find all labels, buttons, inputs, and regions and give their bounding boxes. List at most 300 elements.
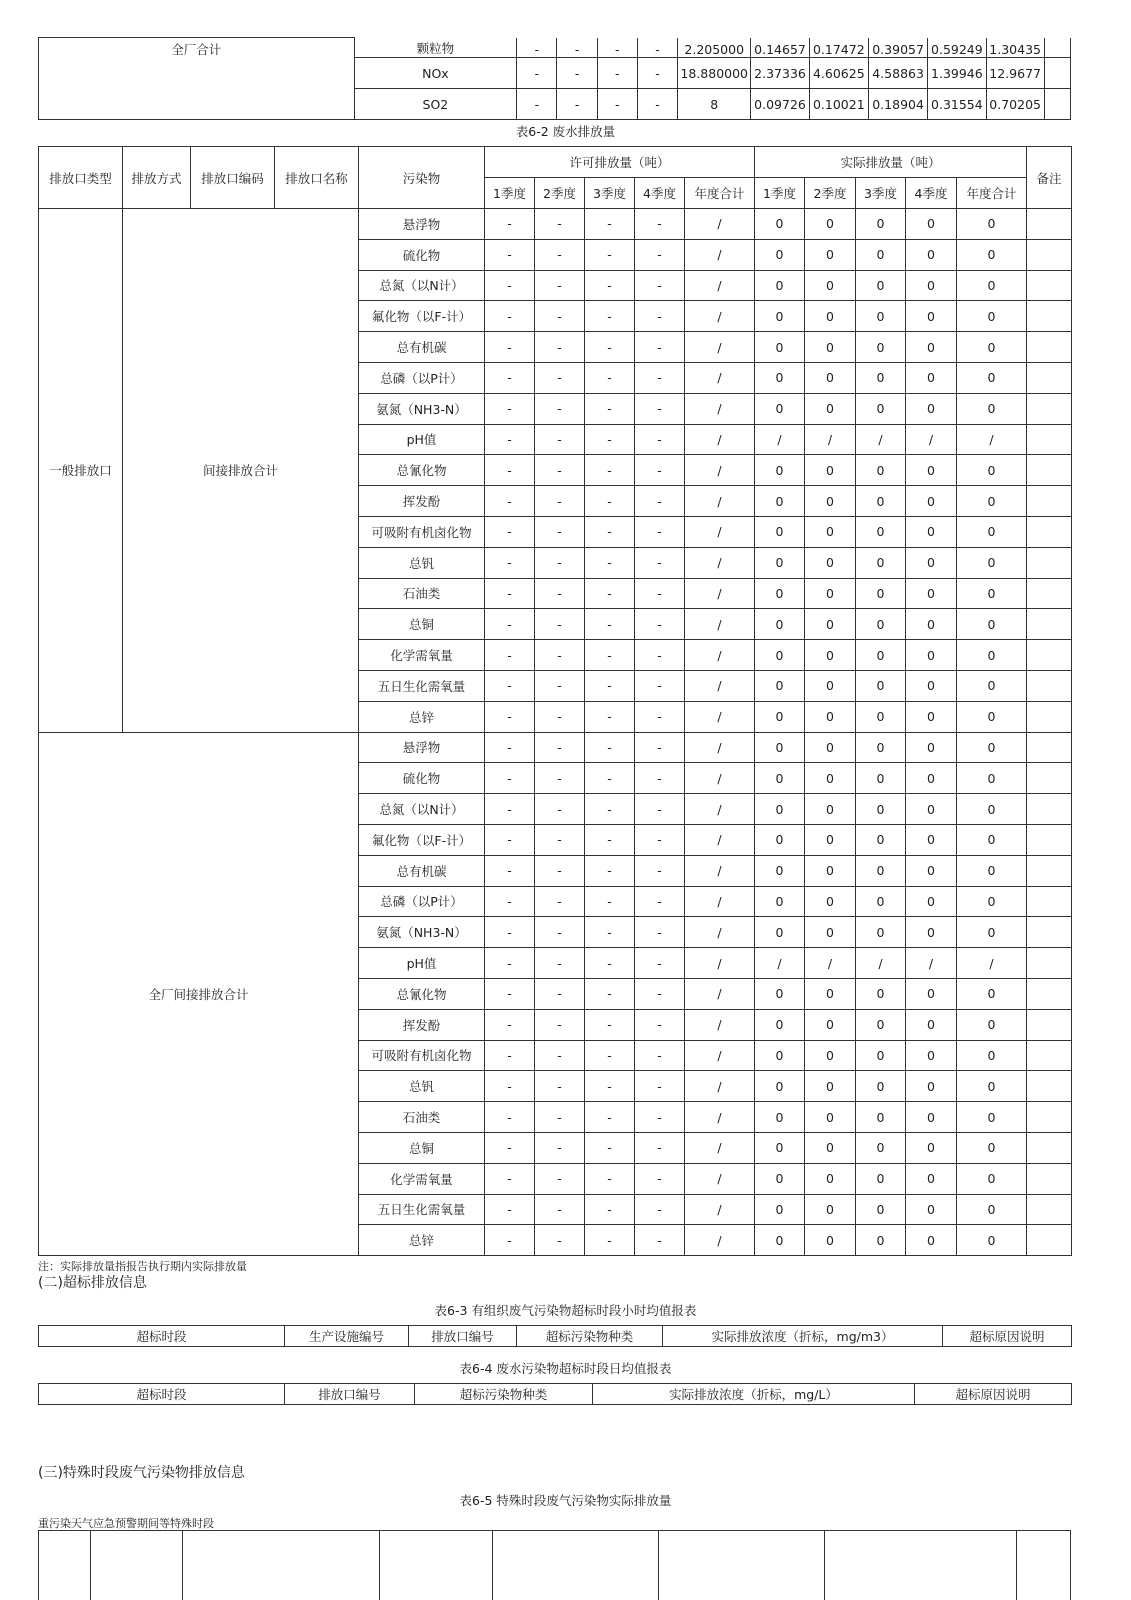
table-cell: - [557,89,597,120]
permit-cell: - [485,1225,535,1256]
remark-cell [1027,301,1072,332]
permit-cell: / [685,640,755,671]
remark-cell [1027,1040,1072,1071]
actual-cell: / [856,424,906,455]
actual-cell: 0 [805,1132,856,1163]
permit-cell: - [485,209,535,240]
pollutant-cell: 总钒 [359,1071,485,1102]
header-actual-q4: 4季度 [906,178,957,209]
actual-cell: 0 [755,516,805,547]
remark-cell [1027,640,1072,671]
table-row [39,38,1071,58]
permit-cell: - [535,855,585,886]
actual-cell: 0 [957,886,1027,917]
permit-cell: - [485,239,535,270]
permit-cell: - [485,794,535,825]
permit-cell: / [685,1132,755,1163]
table-cell: - [517,89,557,120]
permit-cell: - [635,486,685,517]
permit-cell: - [585,609,635,640]
actual-cell: 0 [805,917,856,948]
permit-cell: / [685,917,755,948]
actual-cell: 0 [957,393,1027,424]
permit-cell: - [585,1132,635,1163]
permit-cell: - [485,917,535,948]
actual-cell: 0 [957,670,1027,701]
actual-cell: 0 [805,640,856,671]
group-label-cell: 间接排放合计 [123,209,359,733]
table-cell: NOx [354,58,517,89]
actual-cell: 0 [856,209,906,240]
actual-cell: 0 [856,1132,906,1163]
header-actual-q2: 2季度 [805,178,856,209]
permit-cell: - [585,1071,635,1102]
actual-cell: 0 [805,209,856,240]
header-permit-year: 年度合计 [685,178,755,209]
actual-cell: 0 [805,455,856,486]
actual-cell: 0 [856,732,906,763]
header-remark: 备注 [1027,147,1072,209]
permit-cell: - [585,701,635,732]
remark-cell [1027,794,1072,825]
actual-cell: 0 [805,393,856,424]
actual-cell: 0 [805,794,856,825]
table-cell: 0.39057 [868,38,927,58]
permit-cell: / [685,1071,755,1102]
actual-cell: 0 [906,1194,957,1225]
permit-cell: - [485,824,535,855]
permit-cell: - [635,270,685,301]
actual-cell: 0 [805,362,856,393]
permit-cell: - [635,763,685,794]
permit-cell: - [485,516,535,547]
permit-cell: - [535,1009,585,1040]
header-actual-q3: 3季度 [856,178,906,209]
permit-cell: - [635,1194,685,1225]
permit-cell: - [485,609,535,640]
permit-cell: - [535,701,585,732]
actual-cell: 0 [856,609,906,640]
pollutant-cell: 总氰化物 [359,455,485,486]
actual-cell: 0 [755,732,805,763]
actual-cell: / [805,948,856,979]
actual-cell: 0 [906,670,957,701]
table-6-4-caption: 表6-4 废水污染物超标时段日均值报表 [459,1361,672,1376]
pollutant-cell: 氨氮（NH3-N） [359,917,485,948]
permit-cell: - [485,393,535,424]
pollutant-cell: 氨氮（NH3-N） [359,393,485,424]
pollutant-cell: 化学需氧量 [359,1163,485,1194]
table-cell: 8 [678,89,751,120]
actual-cell: 0 [906,578,957,609]
permit-cell: / [685,239,755,270]
header-cell: 超标污染物种类 [517,1326,663,1347]
permit-cell: - [485,1009,535,1040]
permit-cell: - [485,486,535,517]
permit-cell: - [585,824,635,855]
permit-cell: - [535,670,585,701]
actual-cell: 0 [805,1194,856,1225]
pollutant-cell: 总有机碳 [359,332,485,363]
actual-cell: 0 [755,886,805,917]
actual-cell: 0 [856,270,906,301]
actual-cell: 0 [906,886,957,917]
permit-cell: / [685,393,755,424]
pollutant-cell: 可吸附有机卤化物 [359,516,485,547]
actual-cell: 0 [856,239,906,270]
permit-cell: - [635,547,685,578]
remark-cell [1027,578,1072,609]
permit-cell: - [635,640,685,671]
pollutant-cell: 化学需氧量 [359,640,485,671]
table-cell: - [557,38,597,58]
actual-cell: 0 [906,239,957,270]
table-cell: 颗粒物 [354,38,517,58]
table-6-3-caption: 表6-3 有组织废气污染物超标时段小时均值报表 [434,1303,697,1318]
pollutant-cell: 硫化物 [359,763,485,794]
remark-cell [1027,1225,1072,1256]
remark-cell [1027,1163,1072,1194]
pollutant-cell: 总氮（以N计） [359,270,485,301]
actual-cell: 0 [906,362,957,393]
actual-cell: 0 [805,578,856,609]
permit-cell: - [535,732,585,763]
table-cell: - [637,58,677,89]
permit-cell: / [685,516,755,547]
actual-cell: 0 [856,978,906,1009]
permit-cell: - [585,332,635,363]
permit-cell: / [685,578,755,609]
actual-cell: 0 [957,701,1027,732]
permit-cell: - [635,1163,685,1194]
permit-cell: - [535,270,585,301]
actual-cell: 0 [755,855,805,886]
permit-cell: - [635,824,685,855]
actual-cell: 0 [755,578,805,609]
actual-cell: / [856,948,906,979]
header-actual-q1: 1季度 [755,178,805,209]
pollutant-cell: 挥发酚 [359,486,485,517]
actual-cell: 0 [906,701,957,732]
permit-cell: / [685,1040,755,1071]
permit-cell: - [585,794,635,825]
permit-cell: - [585,270,635,301]
permit-cell: - [535,362,585,393]
permit-cell: - [635,209,685,240]
table-cell [1044,58,1070,89]
pollutant-cell: pH值 [359,948,485,979]
actual-cell: 0 [755,1102,805,1133]
actual-cell: 0 [856,547,906,578]
permit-cell: - [585,1040,635,1071]
header-permit-q3: 3季度 [585,178,635,209]
permit-cell: - [485,978,535,1009]
actual-cell: 0 [805,1225,856,1256]
permit-cell: - [535,609,585,640]
actual-cell: 0 [805,239,856,270]
actual-cell: 0 [957,301,1027,332]
actual-cell: 0 [957,270,1027,301]
permit-cell: - [485,578,535,609]
actual-cell: 0 [805,886,856,917]
actual-cell: 0 [856,670,906,701]
permit-cell: - [635,794,685,825]
permit-cell: - [585,424,635,455]
header-cell: 实际排放浓度（折标，mg/L） [593,1384,915,1405]
actual-cell: / [755,948,805,979]
table-6-2-wastewater [38,146,1072,1256]
actual-cell: / [957,424,1027,455]
permit-cell: - [535,1194,585,1225]
actual-cell: 0 [755,547,805,578]
permit-cell: - [635,1102,685,1133]
actual-cell: 0 [856,516,906,547]
actual-cell: 0 [906,1225,957,1256]
permit-cell: - [585,547,635,578]
permit-cell: - [535,455,585,486]
actual-cell: 0 [856,578,906,609]
actual-cell: 0 [957,640,1027,671]
actual-cell: 0 [856,1071,906,1102]
pollutant-cell: 悬浮物 [359,209,485,240]
permit-cell: - [485,424,535,455]
actual-cell: 0 [755,1225,805,1256]
table-cell: - [597,58,637,89]
actual-cell: / [805,424,856,455]
permit-cell: - [585,393,635,424]
permit-cell: - [535,794,585,825]
pollutant-cell: 五日生化需氧量 [359,1194,485,1225]
table-cell: - [517,38,557,58]
table-cell: 0.09726 [751,89,809,120]
actual-cell: 0 [856,917,906,948]
permit-cell: - [485,1071,535,1102]
actual-cell: 0 [856,455,906,486]
outlet-type-cell: 一般排放口 [39,209,123,733]
permit-cell: - [585,1194,635,1225]
table-cell: 0.10021 [809,89,868,120]
permit-cell: - [635,1132,685,1163]
actual-cell: 0 [906,516,957,547]
pollutant-cell: 总磷（以P计） [359,886,485,917]
table-cell: 1.30435 [986,38,1044,58]
actual-cell: 0 [906,855,957,886]
actual-cell: 0 [856,1040,906,1071]
permit-cell: - [585,886,635,917]
actual-cell: 0 [755,978,805,1009]
pollutant-cell: 氟化物（以F-计） [359,301,485,332]
actual-cell: 0 [957,609,1027,640]
table-cell: - [597,38,637,58]
table-6-1-tail [38,37,1071,120]
actual-cell: 0 [957,1040,1027,1071]
permit-cell: - [535,424,585,455]
permit-cell: / [685,486,755,517]
remark-cell [1027,455,1072,486]
permit-cell: / [685,547,755,578]
permit-cell: - [485,763,535,794]
pollutant-cell: 石油类 [359,578,485,609]
permit-cell: - [635,332,685,363]
header-actual: 实际排放量（吨） [755,147,1027,178]
actual-cell: 0 [957,1102,1027,1133]
remark-cell [1027,917,1072,948]
table-6-1-body [39,38,1071,120]
permit-cell: - [485,855,535,886]
permit-cell: / [685,824,755,855]
permit-cell: - [635,424,685,455]
permit-cell: - [485,670,535,701]
header-cell: 生产设施编号 [285,1326,409,1347]
actual-cell: 0 [755,239,805,270]
header-cell: 超标原因说明 [915,1384,1072,1405]
actual-cell: 0 [906,1163,957,1194]
permit-cell: - [485,455,535,486]
pollutant-cell: 总氮（以N计） [359,794,485,825]
remark-cell [1027,701,1072,732]
actual-cell: 0 [856,763,906,794]
header-cell: 排放口编号 [409,1326,517,1347]
actual-cell: / [957,948,1027,979]
permit-cell: - [535,824,585,855]
pollutant-cell: 总钒 [359,547,485,578]
actual-cell: 0 [957,794,1027,825]
permit-cell: - [585,362,635,393]
actual-cell: 0 [755,455,805,486]
actual-cell: 0 [906,301,957,332]
actual-cell: 0 [805,701,856,732]
permit-cell: - [535,640,585,671]
actual-cell: 0 [906,824,957,855]
permit-cell: - [585,732,635,763]
permit-cell: - [535,516,585,547]
permit-cell: - [635,1009,685,1040]
actual-cell: 0 [755,1009,805,1040]
actual-cell: 0 [805,732,856,763]
permit-cell: - [535,332,585,363]
actual-cell: 0 [805,1102,856,1133]
permit-cell: / [685,362,755,393]
header-pollutant: 污染物 [359,147,485,209]
actual-cell: 0 [906,455,957,486]
actual-cell: 0 [856,301,906,332]
actual-cell: 0 [805,516,856,547]
actual-cell: 0 [957,516,1027,547]
actual-cell: 0 [906,1071,957,1102]
actual-cell: / [755,424,805,455]
permit-cell: - [485,1040,535,1071]
pollutant-cell: 五日生化需氧量 [359,670,485,701]
permit-cell: - [635,1071,685,1102]
actual-cell: 0 [957,455,1027,486]
permit-cell: / [685,332,755,363]
actual-cell: 0 [755,486,805,517]
permit-cell: - [485,1132,535,1163]
table-6-3-header-row [39,1326,1072,1347]
permit-cell: / [685,886,755,917]
permit-cell: - [535,886,585,917]
table-cell: 4.60625 [809,58,868,89]
actual-cell: 0 [957,1132,1027,1163]
permit-cell: - [635,393,685,424]
table-cell: 2.37336 [751,58,809,89]
permit-cell: - [535,1163,585,1194]
actual-cell: 0 [755,640,805,671]
permit-cell: - [635,455,685,486]
actual-cell: / [906,424,957,455]
permit-cell: - [535,486,585,517]
permit-cell: - [485,270,535,301]
actual-cell: 0 [856,1009,906,1040]
pollutant-cell: 石油类 [359,1102,485,1133]
actual-cell: 0 [906,1040,957,1071]
actual-cell: 0 [957,578,1027,609]
table-cell: - [597,89,637,120]
permit-cell: - [535,547,585,578]
permit-cell: - [585,640,635,671]
table-cell: 2.205000 [678,38,751,58]
permit-cell: / [685,855,755,886]
remark-cell [1027,239,1072,270]
actual-cell: 0 [906,1102,957,1133]
table-6-2-body [39,209,1072,1256]
permit-cell: / [685,732,755,763]
permit-cell: - [585,978,635,1009]
permit-cell: - [485,332,535,363]
permit-cell: / [685,670,755,701]
table-6-5-column-lines [38,1530,1071,1600]
remark-cell [1027,670,1072,701]
remark-cell [1027,362,1072,393]
actual-cell: 0 [755,763,805,794]
permit-cell: - [485,1102,535,1133]
header-actual-year: 年度合计 [957,178,1027,209]
permit-cell: - [635,670,685,701]
permit-cell: - [485,701,535,732]
section-exceedance-title: (二)超标排放信息 [38,1275,147,1291]
actual-cell: 0 [906,609,957,640]
permit-cell: / [685,701,755,732]
actual-cell: 0 [957,239,1027,270]
permit-cell: - [485,732,535,763]
actual-cell: 0 [755,393,805,424]
actual-cell: 0 [755,824,805,855]
remark-cell [1027,486,1072,517]
table-cell: 0.17472 [809,38,868,58]
remark-cell [1027,1009,1072,1040]
actual-cell: 0 [957,332,1027,363]
actual-cell: 0 [805,978,856,1009]
permit-cell: - [535,239,585,270]
permit-cell: - [635,239,685,270]
actual-cell: 0 [755,670,805,701]
actual-cell: 0 [755,1071,805,1102]
permit-cell: - [585,1163,635,1194]
remark-cell [1027,1194,1072,1225]
actual-cell: 0 [906,270,957,301]
actual-cell: 0 [805,301,856,332]
actual-cell: 0 [856,1194,906,1225]
actual-cell: 0 [906,763,957,794]
actual-cell: 0 [856,855,906,886]
header-permit-q4: 4季度 [635,178,685,209]
actual-cell: 0 [755,609,805,640]
remark-cell [1027,1071,1072,1102]
pollutant-cell: 总锌 [359,1225,485,1256]
header-cell: 超标时段 [39,1326,285,1347]
actual-cell: 0 [755,794,805,825]
actual-cell: 0 [856,794,906,825]
